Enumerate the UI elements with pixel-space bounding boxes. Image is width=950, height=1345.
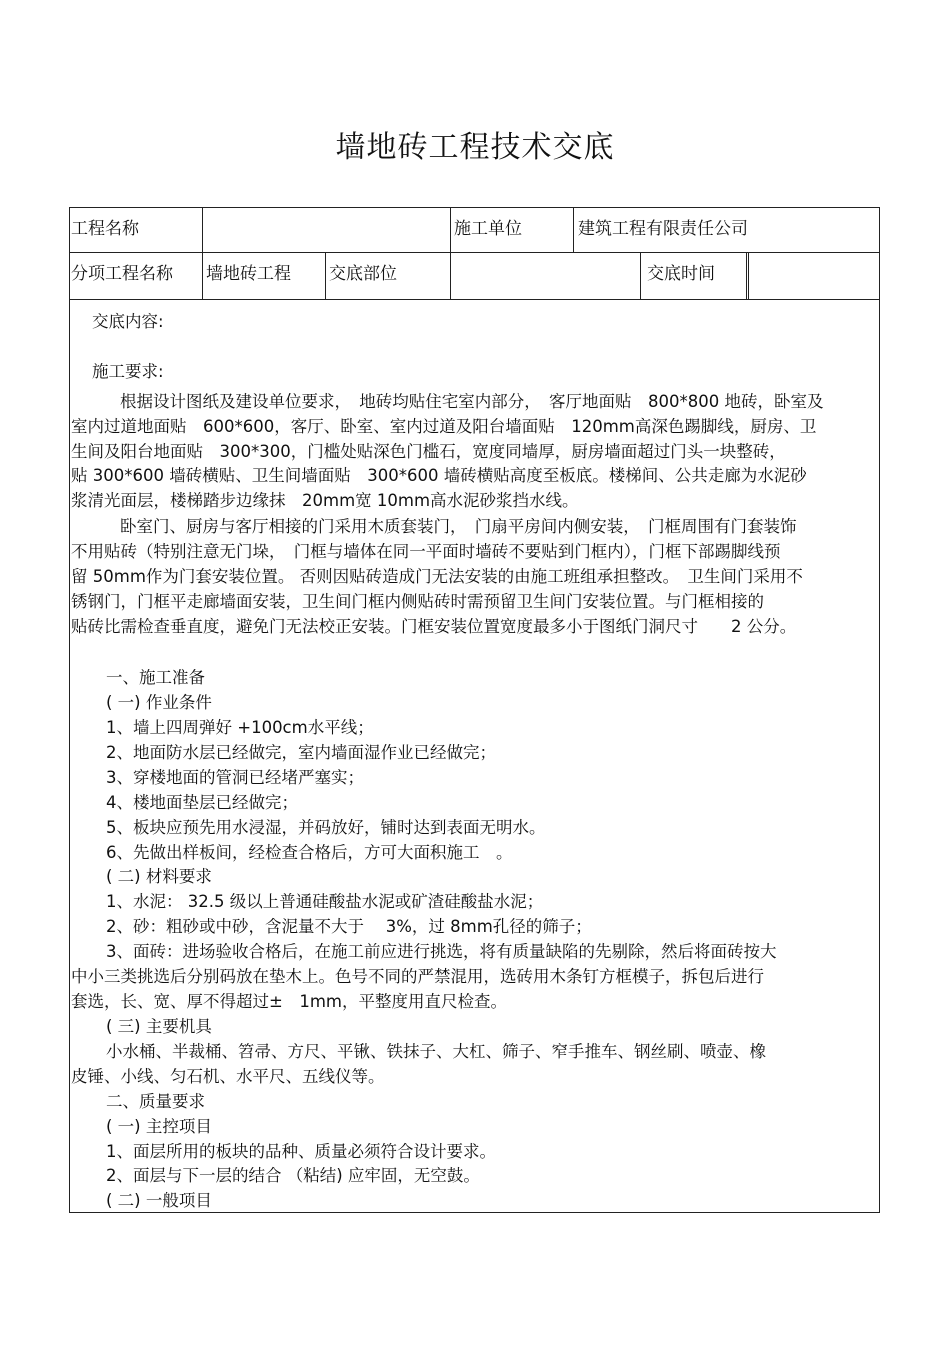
column-divider	[450, 208, 451, 252]
column-divider	[748, 252, 749, 299]
requirements-heading: 施工要求:	[92, 362, 164, 381]
column-divider	[202, 208, 203, 252]
paragraph-line: 贴砖比需检查垂直度，避免门无法校正安装。门框安装位置宽度最多小于图纸门洞尺寸 2 公分。	[71, 617, 797, 636]
paragraph-line: 贴 300*600 墙砖横贴、卫生间墙面贴 300*600 墙砖横贴高度至板底。楼梯间、公共走廊为水泥砂	[71, 466, 807, 485]
list-item: 6、先做出样板间，经检查合格后，方可大面积施工 。	[106, 843, 513, 862]
list-item: 皮锤、小线、匀石机、水平尺、五线仪等。	[71, 1067, 385, 1086]
list-item: 2、面层与下一层的结合 （粘结) 应牢固，无空鼓。	[106, 1166, 480, 1185]
paragraph-line: 不用贴砖（特别注意无门垛， 门框与墙体在同一平面时墙砖不要贴到门框内），门框下部踢脚线预	[71, 542, 781, 561]
paragraph-line: 浆清光面层，楼梯踏步边缘抹 20mm宽 10mm高水泥砂浆挡水线。	[71, 491, 579, 510]
document-title: 墙地砖工程技术交底	[335, 130, 615, 165]
list-item: 2、地面防水层已经做完，室内墙面湿作业已经做完；	[106, 743, 496, 762]
section-heading: 一、施工准备	[106, 668, 205, 687]
sub-project-value: 墙地砖工程	[206, 264, 291, 284]
list-item: 3、面砖：进场验收合格后，在施工前应进行挑选，将有质量缺陷的先剔除，然后将面砖按大	[106, 942, 777, 961]
column-divider	[746, 252, 747, 299]
paragraph-line: 卧室门、厨房与客厅相接的门采用木质套装门， 门扇平房间内侧安装， 门框周围有门套装饰	[120, 517, 797, 536]
construction-unit-label: 施工单位	[454, 219, 522, 239]
list-item: 4、楼地面垫层已经做完；	[106, 793, 298, 812]
row-divider	[70, 299, 879, 300]
column-divider	[325, 252, 326, 299]
content-heading: 交底内容:	[92, 312, 164, 331]
list-item: 1、墙上四周弹好 +100cm水平线；	[106, 718, 374, 737]
subsection-heading: ( 一) 作业条件	[106, 693, 212, 712]
paragraph-line: 锈钢门，门框平走廊墙面安装，卫生间门框内侧贴砖时需预留卫生间门安装位置。与门框相接的	[71, 592, 764, 611]
list-item: 5、板块应预先用水浸湿，并码放好，铺时达到表面无明水。	[106, 818, 546, 837]
time-label: 交底时间	[647, 264, 715, 284]
column-divider	[202, 252, 203, 299]
column-divider	[450, 252, 451, 299]
list-item: 套选，长、宽、厚不得超过± 1mm，平整度用直尺检查。	[71, 992, 507, 1011]
subsection-heading: ( 二) 材料要求	[106, 867, 212, 886]
project-name-label: 工程名称	[71, 219, 139, 239]
paragraph-line: 根据设计图纸及建设单位要求， 地砖均贴住宅室内部分， 客厅地面贴 800*800 地砖，卧室及	[120, 392, 824, 411]
subsection-heading: ( 三) 主要机具	[106, 1017, 212, 1036]
subsection-heading: ( 一) 主控项目	[106, 1117, 212, 1136]
list-item: 1、水泥： 32.5 级以上普通硅酸盐水泥或矿渣硅酸盐水泥；	[106, 892, 544, 911]
list-item: 小水桶、半裁桶、笤帚、方尺、平锹、铁抹子、大杠、筛子、窄手推车、钢丝刷、喷壶、橡	[106, 1042, 766, 1061]
column-divider	[573, 208, 574, 252]
list-item: 2、砂：粗砂或中砂，含泥量不大于 3%，过 8mm孔径的筛子；	[106, 917, 592, 936]
subsection-heading: ( 二) 一般项目	[106, 1191, 212, 1210]
column-divider	[640, 252, 641, 299]
location-label: 交底部位	[329, 264, 397, 284]
construction-unit-value: 建筑工程有限责任公司	[578, 219, 748, 239]
list-item: 1、面层所用的板块的品种、质量必须符合设计要求。	[106, 1142, 496, 1161]
list-item: 中小三类挑选后分别码放在垫木上。色号不同的严禁混用，选砖用木条钉方框模子，拆包后进行	[71, 967, 764, 986]
paragraph-line: 留 50mm作为门套安装位置。 否则因贴砖造成门无法安装的由施工班组承担整改。 卫生间门采用不	[71, 567, 803, 586]
paragraph-line: 生间及阳台地面贴 300*300，门槛处贴深色门槛石，宽度同墙厚，厨房墙面超过门头一块整砖，	[71, 442, 786, 461]
section-heading: 二、质量要求	[106, 1092, 205, 1111]
disclosure-table	[69, 207, 880, 1213]
paragraph-line: 室内过道地面贴 600*600，客厅、卧室、室内过道及阳台墙面贴 120mm高深色踢脚线，厨房、卫	[71, 417, 817, 436]
row-divider	[70, 252, 879, 253]
sub-project-label: 分项工程名称	[71, 264, 173, 284]
list-item: 3、穿楼地面的管洞已经堵严塞实；	[106, 768, 364, 787]
